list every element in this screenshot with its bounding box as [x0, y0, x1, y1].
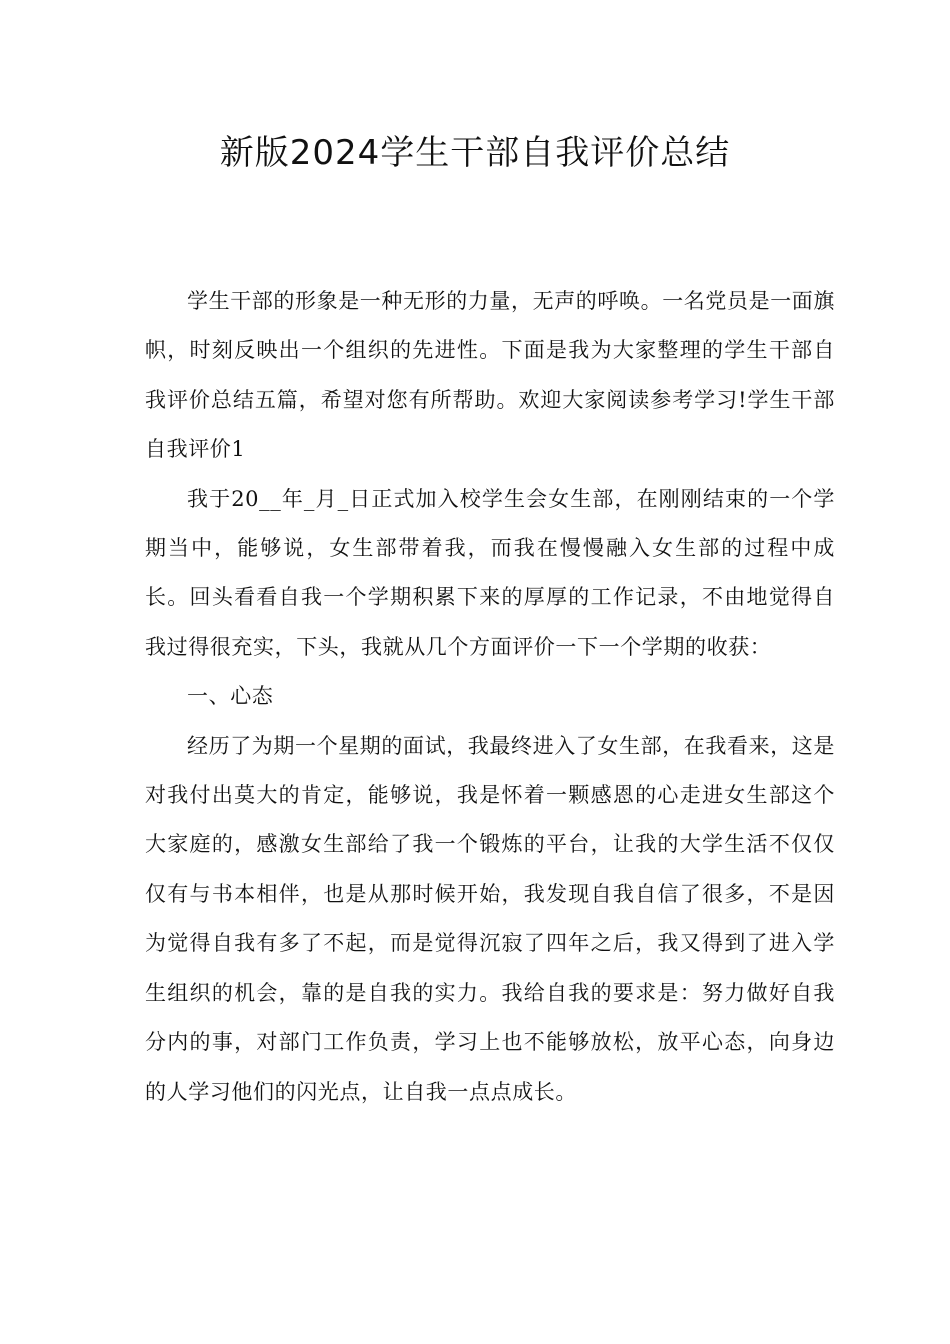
paragraph-joining: 我于20__年_月_日正式加入校学生会女生部，在刚刚结束的一个学期当中，能够说，女生部带着我，而我在慢慢融入女生部的过程中成长。回头看看自我一个学期积累下来的厚厚的工作记录，不由地觉得自我过得很充实，下头，我就从几个方面评价一下一个学期的收获： — [145, 486, 835, 659]
document-body — [145, 277, 835, 1117]
paragraph-mindset: 经历了为期一个星期的面试，我最终进入了女生部，在我看来，这是对我付出莫大的肯定，能够说，我是怀着一颗感恩的心走进女生部这个大家庭的，感激女生部给了我一个锻炼的平台，让我的大学生活不仅仅仅有与书本相伴，也是从那时候开始，我发现自我自信了很多，不是因为觉得自我有多了不起，而是觉得沉寂了四年之后，我又得到了进入学生组织的机会，靠的是自我的实力。我给自我的要求是：努力做好自我分内的事，对部门工作负责，学习上也不能够放松，放平心态，向身边的人学习他们的闪光点，让自我一点点成长。 — [145, 733, 835, 1104]
paragraph-intro: 学生干部的形象是一种无形的力量，无声的呼唤。一名党员是一面旗帜，时刻反映出一个组织的先进性。下面是我为大家整理的学生干部自我评价总结五篇，希望对您有所帮助。欢迎大家阅读参考学习!学生干部自我评价1 — [145, 289, 835, 462]
document-title: 新版2024学生干部自我评价总结 — [219, 133, 731, 173]
section-heading-mindset: 一、心态 — [187, 684, 274, 709]
